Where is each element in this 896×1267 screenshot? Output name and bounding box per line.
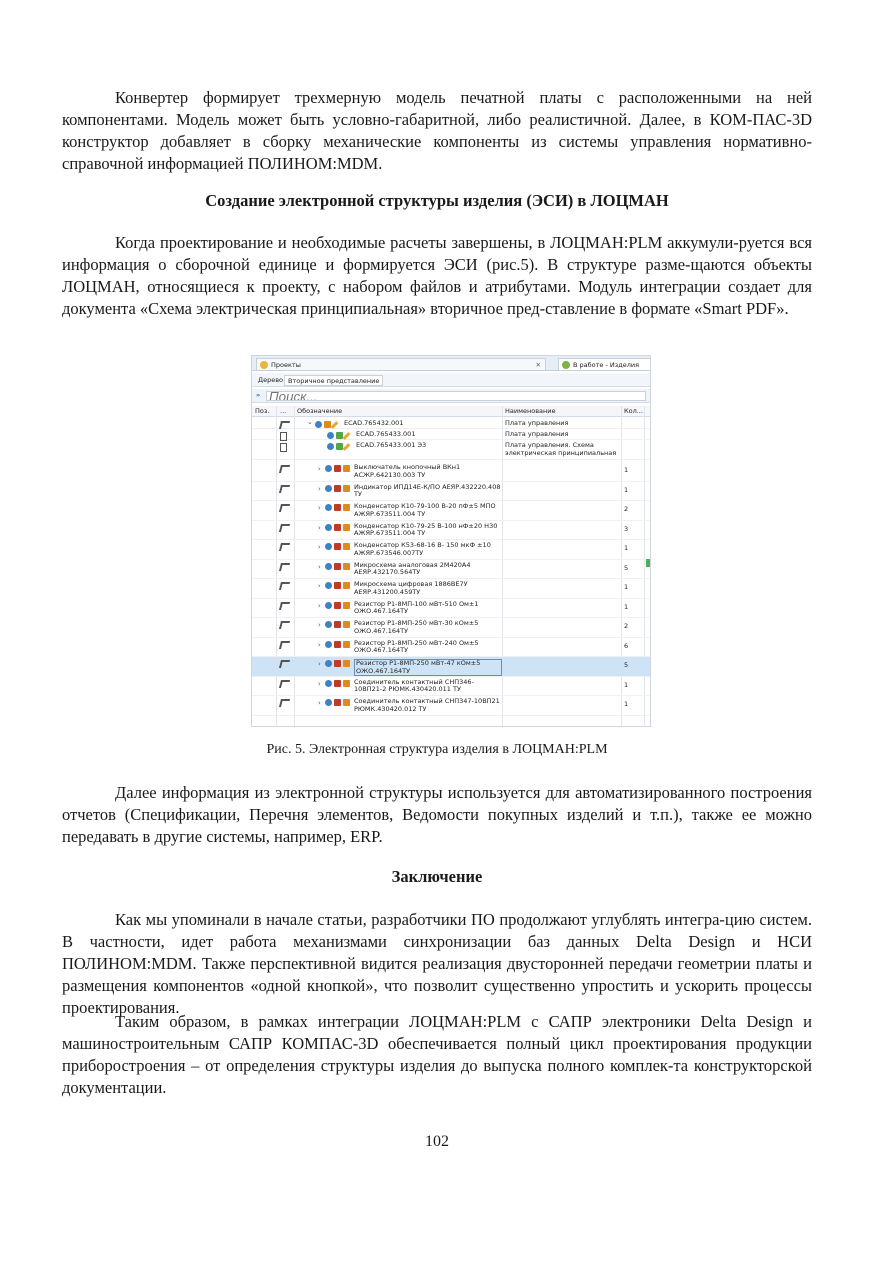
- row-quantity: 1: [624, 544, 629, 552]
- status-icon: [325, 680, 332, 687]
- row-name: Плата управления. Схема электрическая принципиальная: [505, 441, 617, 457]
- assembly-icon: [279, 582, 290, 590]
- row-quantity: 1: [624, 700, 629, 708]
- paragraph-converter: Конвертер формирует трехмерную модель печатной платы с расположенными на ней компонентами. Модель может быть условно-габаритной, либо реалистичной. Далее, в КОМ-ПАС-3D конструктор добавляет в сборку механические компоненты из системы управления нормативно-справочной информацией ПОЛИНОМ:MDM.: [62, 88, 812, 173]
- tab-in-work-label: В работе - Изделия: [573, 361, 639, 369]
- close-icon[interactable]: ✕: [535, 361, 541, 369]
- assembly-icon: [279, 660, 290, 668]
- library-icon: [343, 660, 350, 667]
- chevron-right-icon[interactable]: ›: [318, 523, 321, 532]
- document-icon: [280, 443, 287, 452]
- row-designation: ЕСАD.765433.001 Э3: [356, 441, 427, 449]
- row-quantity: 5: [624, 563, 629, 572]
- tab-in-work[interactable]: [558, 358, 651, 370]
- library-icon: [343, 524, 350, 531]
- row-designation: Соединитель контактный СНП346-10ВП21-2 РЮМК.430420.011 ТУ: [354, 677, 474, 693]
- chevron-right-icon[interactable]: ›: [318, 465, 321, 473]
- table-row[interactable]: [252, 657, 651, 677]
- tab-projects[interactable]: [256, 358, 546, 370]
- assembly-icon: [279, 563, 290, 571]
- component-icon: [334, 660, 341, 667]
- component-icon: [334, 641, 341, 648]
- status-icon: [315, 421, 322, 428]
- row-designation: ЕСАD.765433.001: [356, 430, 416, 438]
- status-icon: [325, 602, 332, 609]
- library-icon: [343, 621, 350, 628]
- row-quantity: 1: [624, 680, 629, 689]
- chevron-right-icon[interactable]: ›: [318, 621, 321, 629]
- assembly-icon: [279, 524, 290, 532]
- edit-icon: [343, 443, 351, 451]
- row-quantity: 2: [624, 505, 629, 513]
- projects-icon: [260, 361, 268, 369]
- library-icon: [343, 582, 350, 589]
- row-designation: Резистор Р1-8МП-250 мВт-30 кОм±5 ОЖО.467.164ТУ: [354, 619, 479, 635]
- row-designation: Резистор Р1-8МП-250 мВт-240 Ом±5 ОЖО.467.164ТУ: [354, 638, 479, 654]
- library-icon: [343, 563, 350, 570]
- column-designation[interactable]: Обозначение: [297, 407, 343, 415]
- chevron-right-icon[interactable]: ›: [318, 601, 321, 610]
- expand-arrow-icon[interactable]: »: [256, 391, 261, 399]
- page-number: 102: [425, 1133, 449, 1150]
- status-icon: [325, 621, 332, 628]
- table-row[interactable]: [252, 579, 651, 599]
- row-quantity: 3: [624, 524, 629, 533]
- edit-icon: [343, 432, 351, 440]
- table-header: [252, 406, 651, 417]
- component-icon: [334, 621, 341, 628]
- chevron-down-icon[interactable]: ⌄: [307, 418, 313, 426]
- status-icon: [325, 465, 332, 472]
- column-dots[interactable]: ...: [280, 407, 287, 415]
- table-row[interactable]: [252, 418, 651, 429]
- row-designation: Конденсатор К10-79-25 В-100 нФ±20 Н30 АЖЯР.673511.004 ТУ: [354, 521, 498, 537]
- table-row[interactable]: [252, 696, 651, 716]
- assembly-icon: [279, 621, 290, 629]
- assembly-icon: [279, 543, 290, 551]
- chevron-right-icon[interactable]: ›: [318, 699, 321, 707]
- chevron-right-icon[interactable]: ›: [318, 504, 321, 512]
- row-name: Плата управления: [505, 419, 569, 427]
- component-icon: [334, 504, 341, 511]
- library-icon: [343, 465, 350, 472]
- library-icon: [343, 504, 350, 511]
- row-designation: Резистор Р1-8МП-250 мВт-47 кОм±5 ОЖО.467.164ТУ: [354, 659, 502, 676]
- edit-icon: [331, 421, 339, 429]
- library-icon: [343, 641, 350, 648]
- table-row[interactable]: [252, 618, 651, 638]
- chevron-right-icon[interactable]: ›: [318, 484, 321, 493]
- assembly-icon: [279, 485, 290, 493]
- row-quantity: 5: [624, 661, 629, 669]
- folder-icon: [562, 361, 570, 369]
- paragraph-reports: Далее информация из электронной структуры используется для автоматизированного построения отчетов (Спецификации, Перечня элементов, Ведомости покупных изделий и т.п.), также ее можно передавать в другие системы, например, ERP.: [62, 783, 812, 846]
- row-quantity: 1: [624, 466, 629, 474]
- assembly-icon: [279, 465, 290, 473]
- table-row[interactable]: [252, 429, 651, 440]
- status-icon: [325, 563, 332, 570]
- component-icon: [334, 602, 341, 609]
- component-icon: [334, 582, 341, 589]
- assembly-icon: [279, 699, 290, 707]
- column-qty[interactable]: Кол...: [624, 407, 643, 415]
- component-icon: [334, 485, 341, 492]
- status-icon: [325, 504, 332, 511]
- assembly-icon: [279, 504, 290, 512]
- search-input[interactable]: [266, 391, 646, 401]
- assembly-icon: [279, 602, 290, 610]
- row-designation: Микросхема аналоговая 2М420А4 АЕЯР.432170.564ТУ: [354, 560, 471, 576]
- status-icon: [327, 432, 334, 439]
- row-designation: ЕСАD.765432.001: [344, 419, 404, 427]
- row-quantity: 6: [624, 641, 629, 650]
- table-row[interactable]: [252, 599, 651, 619]
- table-row[interactable]: [252, 501, 651, 521]
- row-designation: Конденсатор К10-79-100 В-20 пФ±5 МПО АЖЯР.673511.004 ТУ: [354, 502, 496, 518]
- component-icon: [334, 563, 341, 570]
- status-icon: [325, 485, 332, 492]
- figure-screenshot: [251, 355, 651, 727]
- row-quantity: 1: [624, 485, 629, 494]
- chevron-right-icon[interactable]: ›: [318, 679, 321, 688]
- row-quantity: 2: [624, 622, 629, 630]
- library-icon: [343, 485, 350, 492]
- chevron-right-icon[interactable]: ›: [318, 543, 321, 551]
- table-row[interactable]: [252, 638, 651, 658]
- tab-projects-label: Проекты: [271, 361, 301, 369]
- row-name: Плата управления: [505, 430, 569, 438]
- chevron-right-icon[interactable]: ›: [318, 660, 321, 668]
- component-icon: [334, 699, 341, 706]
- chevron-right-icon[interactable]: ›: [318, 562, 321, 571]
- row-designation: Выключатель кнопочный ВКн1 АСЖР.642130.003 ТУ: [354, 463, 461, 479]
- figure-caption: Рис. 5. Электронная структура изделия в ЛОЦМАН:PLM: [266, 742, 608, 757]
- row-quantity: 1: [624, 602, 629, 611]
- chevron-right-icon[interactable]: ›: [318, 640, 321, 649]
- row-designation: Индикатор ИПД14Е-К/ПО АЕЯР.432220.408 ТУ: [354, 482, 501, 498]
- paragraph-lotsman: Когда проектирование и необходимые расчеты завершены, в ЛОЦМАН:PLM аккумули-руется вся информация о сборочной единице и формируется ЭСИ (рис.5). В структуре разме-щаются объекты ЛОЦМАН, относящиеся к проекту, с набором файлов и атрибутами. Модуль интеграции создает для документа «Схема электрическая принципиальная» вторичное пред-ставление в формате «Smart PDF».: [62, 233, 812, 318]
- table-row[interactable]: [252, 560, 651, 580]
- status-icon: [325, 524, 332, 531]
- row-designation: Микросхема цифровая 1886ВЕ7У АЕЯР.431200.459ТУ: [354, 580, 468, 596]
- tab-secondary-view[interactable]: Вторичное представление: [284, 375, 383, 386]
- tab-bar: [252, 356, 651, 371]
- side-panel-edge: [646, 559, 651, 567]
- library-icon: [343, 543, 350, 550]
- table-row[interactable]: [252, 677, 651, 697]
- paragraph-conclusion-1: Как мы упоминали в начале статьи, разработчики ПО продолжают углублять интегра-цию систем. В частности, идет работа механизмами синхронизации баз данных Delta Design и НСИ ПОЛИНОМ:MDM. Также перспективной видится реализация двусторонней передачи геометрии платы и размещения компонентов «одной кнопкой», что позволит существенно упростить и ускорить процессы проектирования.: [62, 910, 812, 1017]
- row-quantity: 1: [624, 583, 629, 591]
- search-bar: [252, 389, 651, 403]
- status-icon: [325, 699, 332, 706]
- column-name[interactable]: Наименование: [505, 407, 556, 415]
- row-designation: Соединитель контактный СНП347-10ВП21 РЮМК.430420.012 ТУ: [354, 697, 500, 713]
- component-icon: [334, 680, 341, 687]
- section-heading-esi: Создание электронной структуры изделия (ЭСИ) в ЛОЦМАН: [205, 191, 669, 210]
- row-designation: Резистор Р1-8МП-100 мВт-510 Ом±1 ОЖО.467.164ТУ: [354, 599, 479, 615]
- section-heading-conclusion: Заключение: [391, 867, 483, 886]
- library-icon: [343, 699, 350, 706]
- assembly-icon: [279, 421, 290, 429]
- paragraph-conclusion-2: Таким образом, в рамках интеграции ЛОЦМАН:PLM с САПР электроники Delta Design и машиностроительным САПР КОМПАС-3D обеспечивается полный цикл проектирования продукции приборостроения – от определения структуры изделия до выпуска полного комплек-та конструкторской документации.: [62, 1012, 812, 1097]
- status-icon: [325, 582, 332, 589]
- status-icon: [327, 443, 334, 450]
- tab-tree[interactable]: Дерево: [258, 376, 284, 384]
- assembly-icon: [279, 641, 290, 649]
- component-icon: [334, 524, 341, 531]
- row-designation: Конденсатор К53-68-16 В- 150 мкФ ±10 АЖЯР.673546.007ТУ: [354, 541, 491, 557]
- table-row[interactable]: [252, 482, 651, 502]
- status-icon: [325, 641, 332, 648]
- table-row[interactable]: [252, 540, 651, 560]
- table-row[interactable]: [252, 462, 651, 482]
- status-icon: [325, 543, 332, 550]
- table-row[interactable]: [252, 521, 651, 541]
- assembly-icon: [279, 680, 290, 688]
- table-row[interactable]: [252, 440, 651, 460]
- component-icon: [334, 465, 341, 472]
- component-icon: [334, 543, 341, 550]
- library-icon: [343, 680, 350, 687]
- view-tabs: [252, 373, 651, 387]
- status-icon: [325, 660, 332, 667]
- library-icon: [343, 602, 350, 609]
- chevron-right-icon[interactable]: ›: [318, 582, 321, 590]
- column-pos[interactable]: Поз.: [255, 407, 270, 415]
